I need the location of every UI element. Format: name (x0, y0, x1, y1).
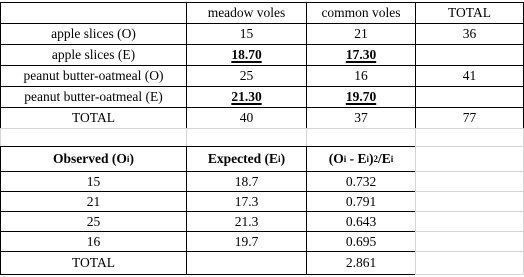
chi-part: ) (369, 151, 374, 166)
header-expected-text: Expected (E (207, 151, 279, 166)
row-label[interactable]: peanut butter-oatmeal (O) (0, 65, 187, 87)
row-label[interactable]: TOTAL (0, 107, 187, 129)
meadow-cell[interactable] (186, 44, 307, 66)
chi-total-cell[interactable]: 2.861 (306, 251, 416, 275)
table-row (0, 86, 524, 108)
chi-part: (O (328, 151, 344, 166)
total-label[interactable]: TOTAL (0, 251, 187, 275)
empty-cell[interactable] (415, 251, 524, 275)
expected-cell[interactable]: 21.3 (186, 211, 307, 232)
empty-cell[interactable] (415, 128, 524, 147)
header-observed-subscript: i (126, 154, 130, 164)
meadow-cell[interactable] (186, 86, 307, 108)
header-meadow-voles[interactable]: meadow voles (186, 2, 307, 24)
table-row (0, 23, 524, 45)
chi-subscript: i (390, 154, 394, 164)
common-cell[interactable]: 21 (306, 23, 416, 45)
table-row (0, 107, 524, 129)
observed-cell[interactable]: 16 (0, 231, 187, 252)
meadow-cell[interactable]: 40 (186, 107, 307, 129)
header-expected[interactable] (186, 146, 307, 172)
total-cell[interactable]: 41 (415, 65, 524, 87)
total-cell[interactable] (415, 44, 524, 66)
expected-cell[interactable] (186, 251, 307, 275)
header-expected-close: ) (280, 151, 286, 166)
expected-value: 21.30 (231, 89, 262, 104)
header-expected-subscript: i (278, 154, 281, 164)
chi-cell[interactable]: 0.643 (306, 211, 416, 232)
header-observed[interactable] (0, 146, 187, 172)
table-row (0, 211, 524, 232)
table1-header-blank[interactable] (0, 2, 187, 24)
total-cell[interactable] (415, 86, 524, 108)
empty-cell[interactable] (306, 128, 416, 147)
empty-cell[interactable] (415, 211, 524, 232)
table-row (0, 231, 524, 252)
table1-header-row (0, 2, 524, 24)
row-label[interactable]: apple slices (O) (0, 23, 187, 45)
total-cell[interactable]: 77 (415, 107, 524, 129)
empty-cell[interactable] (186, 128, 307, 147)
common-cell[interactable]: 16 (306, 65, 416, 87)
chi-part: - E (346, 151, 367, 166)
common-cell[interactable] (306, 86, 416, 108)
chi-subscript: i (366, 154, 369, 164)
empty-cell[interactable] (0, 128, 187, 147)
common-cell[interactable]: 37 (306, 107, 416, 129)
chi-cell[interactable]: 0.732 (306, 171, 416, 192)
table-row (0, 191, 524, 212)
expected-cell[interactable]: 19.7 (186, 231, 307, 252)
empty-cell[interactable] (415, 146, 524, 172)
observed-cell[interactable]: 15 (0, 171, 187, 192)
empty-cell[interactable] (415, 231, 524, 252)
header-observed-text: Observed (O (53, 151, 127, 166)
common-cell[interactable] (306, 44, 416, 66)
chi-cell[interactable]: 0.791 (306, 191, 416, 212)
expected-value: 18.70 (231, 47, 262, 62)
header-total[interactable]: TOTAL (415, 2, 524, 24)
empty-cell[interactable] (415, 191, 524, 212)
chi-superscript: 2 (373, 154, 378, 164)
row-label[interactable]: apple slices (E) (0, 44, 187, 66)
total-cell[interactable]: 36 (415, 23, 524, 45)
chi-cell[interactable]: 0.695 (306, 231, 416, 252)
table-row (0, 65, 524, 87)
row-label[interactable]: peanut butter-oatmeal (E) (0, 86, 187, 108)
expected-cell[interactable]: 18.7 (186, 171, 307, 192)
chi-part: /E (378, 151, 391, 166)
header-chi-square[interactable] (306, 146, 416, 172)
table-row (0, 44, 524, 66)
observed-cell[interactable]: 21 (0, 191, 187, 212)
header-observed-close: ) (129, 151, 134, 166)
empty-row (0, 128, 524, 147)
table2-total-row (0, 251, 524, 275)
meadow-cell[interactable]: 25 (186, 65, 307, 87)
expected-cell[interactable]: 17.3 (186, 191, 307, 212)
table-row (0, 171, 524, 192)
table2-header-row (0, 146, 524, 172)
header-common-voles[interactable]: common voles (306, 2, 416, 24)
expected-value: 19.70 (345, 89, 377, 104)
expected-value: 17.30 (345, 47, 377, 62)
meadow-cell[interactable]: 15 (186, 23, 307, 45)
observed-cell[interactable]: 25 (0, 211, 187, 232)
empty-cell[interactable] (415, 171, 524, 192)
chi-subscript: i (343, 154, 347, 164)
